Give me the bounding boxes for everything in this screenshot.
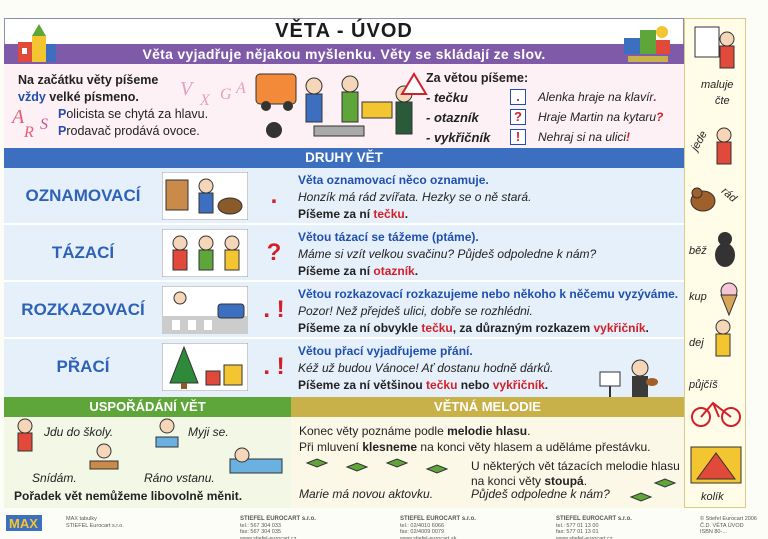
type-row-declarative: OZNAMOVACÍ . Věta oznamovací něco oznamuje. Honzík má rád zvířata. Hezky se o ně stará. Píšeme za ní tečku. bbox=[4, 168, 684, 225]
melody-header: VĚTNÁ MELODIE bbox=[291, 397, 684, 417]
exclamation-box: ! bbox=[510, 129, 526, 145]
rising-birds-icon bbox=[627, 475, 677, 505]
punct-row-period: - tečku . Alenka hraje na klavír. bbox=[426, 89, 657, 105]
ice-cream-icon bbox=[717, 281, 741, 317]
period-box: . bbox=[510, 89, 526, 105]
type-row-imperative: ROZKAZOVACÍ . ! Větou rozkazovací rozkazujeme nebo někoho k něčemu vyzýváme. Pozor! Než přejdeš ulici, dobře se rozhlédni. Píšeme za ní obvykle tečku, za důrazným rozkazem vykřičník. bbox=[4, 282, 684, 339]
boy-giving-icon bbox=[705, 317, 741, 367]
boy-with-animals-illustration bbox=[162, 172, 248, 220]
subtitle-banner: Věta vyjadřuje nějakou myšlenku. Věty se skládají ze slov. bbox=[4, 44, 684, 64]
falling-birds-icon bbox=[301, 455, 461, 477]
max-logo bbox=[6, 514, 62, 532]
girl-waking-up-icon bbox=[228, 445, 284, 479]
sentence-order-section: Jdu do školy. Myji se. Snídám. Ráno vstanu. Pořadek vět nemůžeme libovolně měnit. bbox=[4, 417, 291, 508]
christmas-tree-illustration bbox=[162, 343, 248, 391]
order-header: USPOŘÁDÁNÍ VĚT bbox=[4, 397, 291, 417]
painting-boy-icon bbox=[693, 23, 739, 73]
example-sentence: Prodavač prodává ovoce. bbox=[58, 124, 200, 138]
children-hiking-illustration bbox=[162, 229, 248, 277]
sentence-types-section bbox=[4, 168, 684, 397]
types-header: DRUHY VĚT bbox=[4, 148, 684, 168]
blocks-castle-icon bbox=[14, 22, 58, 66]
type-row-optative: PŘACÍ . ! Větou přací vyjadřujeme přání. Kéž už budou Vánoce! Ať dostanu hodně dárků. Píšeme za ní většinou tečku nebo vykřičník. bbox=[56, 344, 554, 392]
question-box: ? bbox=[510, 109, 526, 125]
type-row-interrogative: TÁZACÍ ? Větou tázací se tážeme (ptáme). Máme si vzít velkou svačinu? Půjdeš odpoledne k nám? Píšeme za ní otazník. bbox=[4, 225, 684, 282]
tent-icon bbox=[689, 443, 743, 487]
girl-school-icon bbox=[10, 417, 40, 457]
footer: MAX MAX tabulky STIEFEL Eurocart s.r.o. STIEFEL EUROCART s.r.o. tel.: 567 304 033 fax: 567 304 035 www.stiefel-eurocart.cz STIEFEL EUROCART s.r.o. tel.: 02/4010 6066 fax: 02/4009 0079 www.stiefel-eurocart.sk STIEFEL EUROCART s.r.o. tel.: 577 01 13 00 fax: 577 01 13 01 www.stiefel-eurocart.cz © Stiefel Eurocart 2006 Č.D. VĚTA ÚVOD ISBN 80-... bbox=[0, 510, 768, 539]
decorative-letters: A R S V X G A bbox=[12, 78, 246, 141]
verb-sidebar: maluje čte jede rád běž kup dej půjčíš kolík bbox=[684, 18, 746, 508]
page-title: VĚTA - ÚVOD bbox=[275, 20, 413, 42]
cat-icon bbox=[709, 227, 741, 271]
punct-row-question: - otazník ? Hraje Martin na kytaru? bbox=[426, 109, 664, 125]
bicycle-icon bbox=[689, 395, 743, 429]
street-crossing-illustration bbox=[162, 286, 248, 334]
sentence-melody-section: Konec věty poznáme podle melodie hlasu. Při mluvení klesneme na konci věty hlasem a uděláme přestávku. U některých vět tázacích melodie hlasu na konci věty stoupá. Marie má novou aktovku. Půjdeš odpoledne k nám? bbox=[291, 417, 684, 508]
capital-letter-rule: Na začátku věty píšeme vždy velké písmeno. Policista se chytá za hlavu. Prodavač prodává ovoce. bbox=[18, 73, 209, 138]
girl-washing-icon bbox=[152, 417, 182, 451]
svg-text:MAX: MAX bbox=[9, 516, 38, 531]
girl-breakfast-icon bbox=[84, 443, 124, 473]
intro-section bbox=[4, 64, 684, 148]
girl-cycling-icon bbox=[707, 125, 741, 173]
punctuation-rule: Za větou píšeme: - tečku . Alenka hraje na klavír. - otazník ? Hraje Martin na kytaru? - vykřičník ! Nehraj si na ulici! bbox=[426, 70, 663, 147]
example-sentence: Policista se chytá za hlavu. bbox=[58, 107, 209, 121]
punct-row-exclamation: - vykřičník ! Nehraj si na ulici! bbox=[426, 129, 631, 145]
street-scene-illustration bbox=[254, 68, 429, 146]
dog-icon bbox=[687, 183, 719, 215]
toys-blocks-icon bbox=[620, 20, 676, 66]
